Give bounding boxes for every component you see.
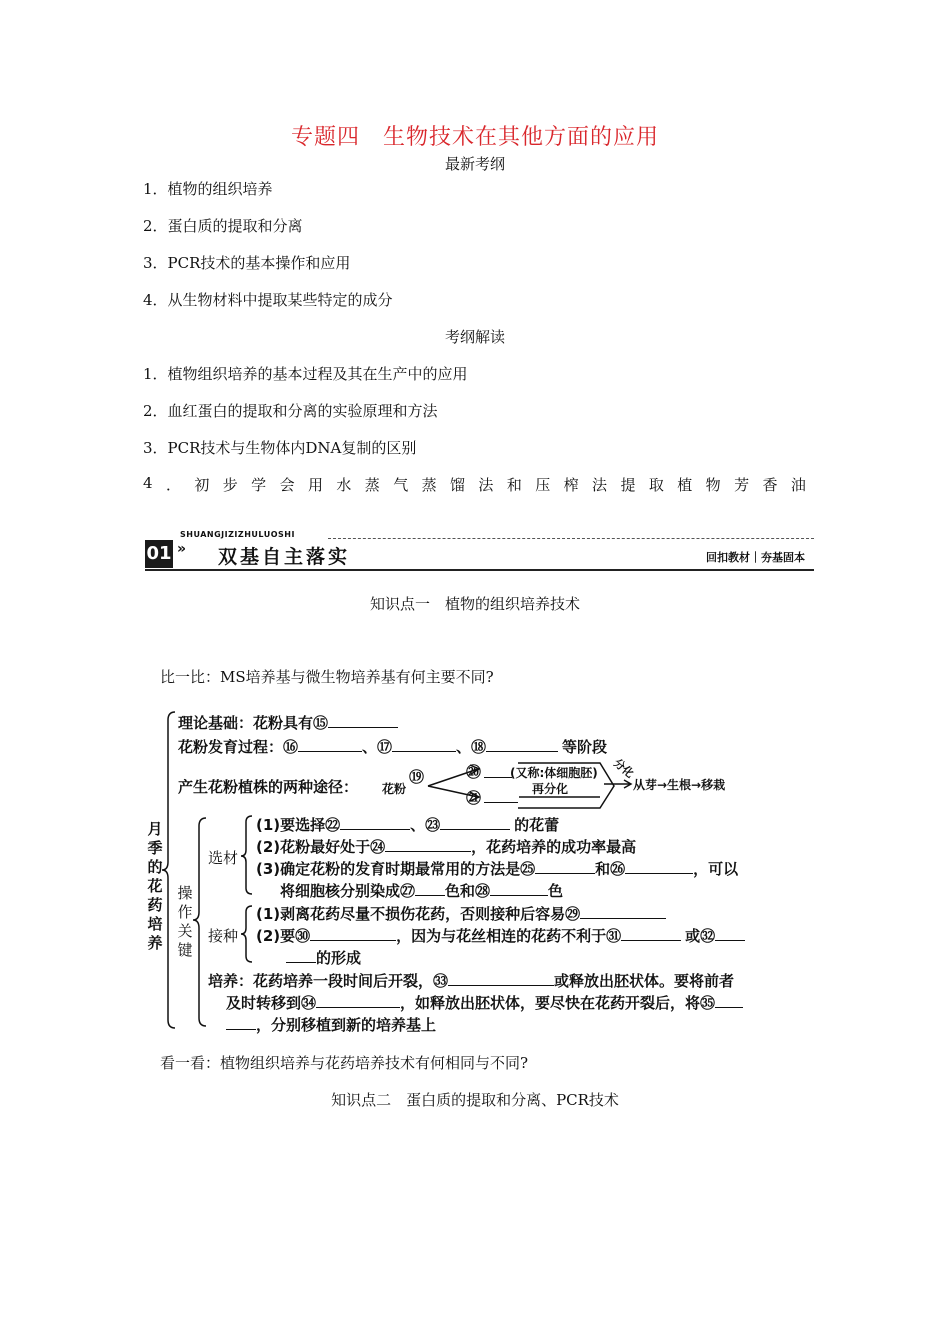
interpretation-heading: 考纲解读 bbox=[444, 328, 505, 346]
vertical-char: 关 bbox=[177, 922, 193, 940]
page-title: 专题四 生物技术在其他方面的应用 bbox=[290, 125, 659, 150]
spread-char: 蒸 bbox=[364, 476, 380, 494]
interpretation-item: 2．血红蛋白的提取和分离的实验原理和方法 bbox=[143, 402, 438, 420]
blank-32-cont bbox=[286, 948, 316, 963]
spread-char: 芳 bbox=[734, 476, 750, 494]
spread-char: 水 bbox=[336, 476, 352, 494]
outline-heading: 最新考纲 bbox=[444, 155, 505, 173]
blank-17 bbox=[392, 737, 456, 752]
interpretation-item: 1．植物组织培养的基本过程及其在生产中的应用 bbox=[143, 365, 468, 383]
spread-char: 学 bbox=[251, 476, 267, 494]
select-label: 选材 bbox=[208, 849, 239, 867]
development-suffix: 等阶段 bbox=[562, 738, 608, 756]
spread-char: 和 bbox=[506, 476, 522, 494]
circled-number: ⑲ bbox=[409, 768, 425, 786]
outline-item: 3．PCR技术的基本操作和应用 bbox=[143, 254, 351, 272]
pollen-label: 花粉 bbox=[382, 782, 407, 796]
circled-number: ⑳ bbox=[466, 763, 482, 781]
blank-21 bbox=[484, 788, 518, 803]
blank-35 bbox=[715, 993, 743, 1008]
spread-char: 香 bbox=[762, 476, 778, 494]
inoculate-item-2: (2)要㉚ ，因为与花丝相连的花药不利于㉛ 或㉜ bbox=[256, 925, 745, 946]
spread-char: 用 bbox=[307, 476, 323, 494]
inoculate-label: 接种 bbox=[208, 927, 239, 945]
blank-28 bbox=[490, 881, 548, 896]
inoculate-item-1: (1)剥离花药尽量不损伤花药，否则接种后容易㉙ bbox=[256, 903, 666, 924]
blank-32 bbox=[715, 926, 745, 941]
spread-char: 4 bbox=[143, 474, 153, 492]
redifferentiate-label: 再分化 bbox=[532, 782, 569, 796]
spread-char: 法 bbox=[592, 476, 608, 494]
vertical-char: 药 bbox=[147, 896, 163, 914]
outline-item: 2．蛋白质的提取和分离 bbox=[143, 217, 303, 235]
pathway-result: 从芽→生根→移栽 bbox=[633, 778, 726, 792]
blank-27 bbox=[415, 881, 445, 896]
select-item-2: (2)花粉最好处于㉔ ，花药培养的成功率最高 bbox=[256, 838, 637, 856]
select-item-3: (3)确定花粉的发育时期最常用的方法是㉕ 和㉖ ，可以 bbox=[256, 860, 739, 878]
section2-heading: 知识点二 蛋白质的提取和分离、PCR技术 bbox=[331, 1091, 619, 1109]
diagram-row-pathways-label: 产生花粉植株的两种途径： bbox=[178, 778, 359, 796]
operations-label bbox=[176, 884, 194, 960]
banner-pinyin: SHUANGJIZIZHULUOSHI bbox=[180, 530, 295, 539]
circled-number: ㉑ bbox=[466, 789, 482, 807]
embryoid-box-label: (又称:体细胞胚) bbox=[510, 766, 598, 780]
vertical-char: 养 bbox=[147, 934, 163, 952]
spread-char: 初 bbox=[194, 476, 210, 494]
blank-20 bbox=[484, 763, 512, 778]
blank-24 bbox=[385, 837, 471, 852]
spread-char: 馏 bbox=[450, 476, 466, 494]
diagram-root-label bbox=[146, 820, 164, 953]
vertical-char: 季 bbox=[147, 839, 163, 857]
compare-prompt: 比一比：MS培养基与微生物培养基有何主要不同? bbox=[160, 668, 494, 686]
vertical-char: 花 bbox=[147, 877, 163, 895]
spread-char: 取 bbox=[648, 476, 664, 494]
spread-char: 提 bbox=[620, 476, 636, 494]
look-prompt: 看一看：植物组织培养与花药培养技术有何相同与不同? bbox=[160, 1054, 529, 1072]
spread-char: 法 bbox=[478, 476, 494, 494]
banner-tagline: 回扣教材｜夯基固本 bbox=[706, 551, 805, 564]
spread-char: 会 bbox=[279, 476, 295, 494]
culture-row-2: 及时转移到㉞ ，如释放出胚状体，要尽快在花药开裂后，将㉟ bbox=[226, 992, 743, 1013]
blank-34 bbox=[316, 993, 400, 1008]
spread-char: 蒸 bbox=[421, 476, 437, 494]
inoculate-item-2-cont: 的形成 bbox=[286, 947, 361, 968]
vertical-char: 作 bbox=[177, 903, 193, 921]
banner-number: 01 bbox=[145, 540, 173, 568]
blank-26 bbox=[625, 859, 693, 874]
blank-30 bbox=[310, 926, 396, 941]
spread-char: 压 bbox=[535, 476, 551, 494]
blank-16 bbox=[298, 737, 362, 752]
chevron-icon: » bbox=[177, 541, 187, 557]
differentiate-label: 分化 bbox=[611, 756, 637, 781]
spread-char: 油 bbox=[790, 476, 806, 494]
blank-22 bbox=[340, 815, 410, 830]
vertical-char: 培 bbox=[147, 915, 163, 933]
vertical-char: 操 bbox=[177, 884, 193, 902]
select-item-1: (1)要选择㉒ 、㉓ 的花蕾 bbox=[256, 816, 560, 834]
blank-35-cont bbox=[226, 1015, 256, 1030]
spread-char: 气 bbox=[393, 476, 409, 494]
section1-heading: 知识点一 植物的组织培养技术 bbox=[369, 595, 580, 613]
spread-char: ． bbox=[165, 476, 181, 494]
spread-char: 物 bbox=[705, 476, 721, 494]
spread-char: 榨 bbox=[563, 476, 579, 494]
diagram-row-development bbox=[178, 736, 607, 757]
spread-char: 植 bbox=[677, 476, 693, 494]
spread-char: 步 bbox=[222, 476, 238, 494]
interpretation-item: 3．PCR技术与生物体内DNA复制的区别 bbox=[143, 439, 417, 457]
blank-25 bbox=[535, 859, 595, 874]
vertical-char: 的 bbox=[147, 858, 163, 876]
blank-29 bbox=[580, 904, 666, 919]
outline-item: 4．从生物材料中提取某些特定的成分 bbox=[143, 291, 393, 309]
blank-23 bbox=[440, 815, 510, 830]
vertical-char: 键 bbox=[177, 941, 193, 959]
blank-15 bbox=[328, 713, 398, 728]
vertical-char: 月 bbox=[147, 820, 163, 838]
development-label: 花粉发育过程：⑯ bbox=[178, 738, 299, 756]
diagram-row-theory bbox=[178, 712, 398, 733]
outline-item: 1．植物的组织培养 bbox=[143, 180, 273, 198]
banner-title: 双基自主落实 bbox=[218, 546, 351, 568]
theory-label: 理论基础：花粉具有⑮ bbox=[178, 714, 329, 732]
development-sep2: 、⑱ bbox=[456, 738, 487, 756]
culture-row-1: 培养：花药培养一段时间后开裂，㉝ 或释放出胚状体。要将前者 bbox=[208, 972, 735, 990]
blank-33 bbox=[448, 971, 554, 986]
blank-31 bbox=[621, 926, 681, 941]
development-sep1: 、⑰ bbox=[362, 738, 393, 756]
blank-18 bbox=[486, 737, 558, 752]
select-item-3-cont: 将细胞核分别染成㉗ 色和㉘ 色 bbox=[280, 882, 564, 900]
culture-row-3: ，分别移植到新的培养基上 bbox=[226, 1014, 436, 1035]
